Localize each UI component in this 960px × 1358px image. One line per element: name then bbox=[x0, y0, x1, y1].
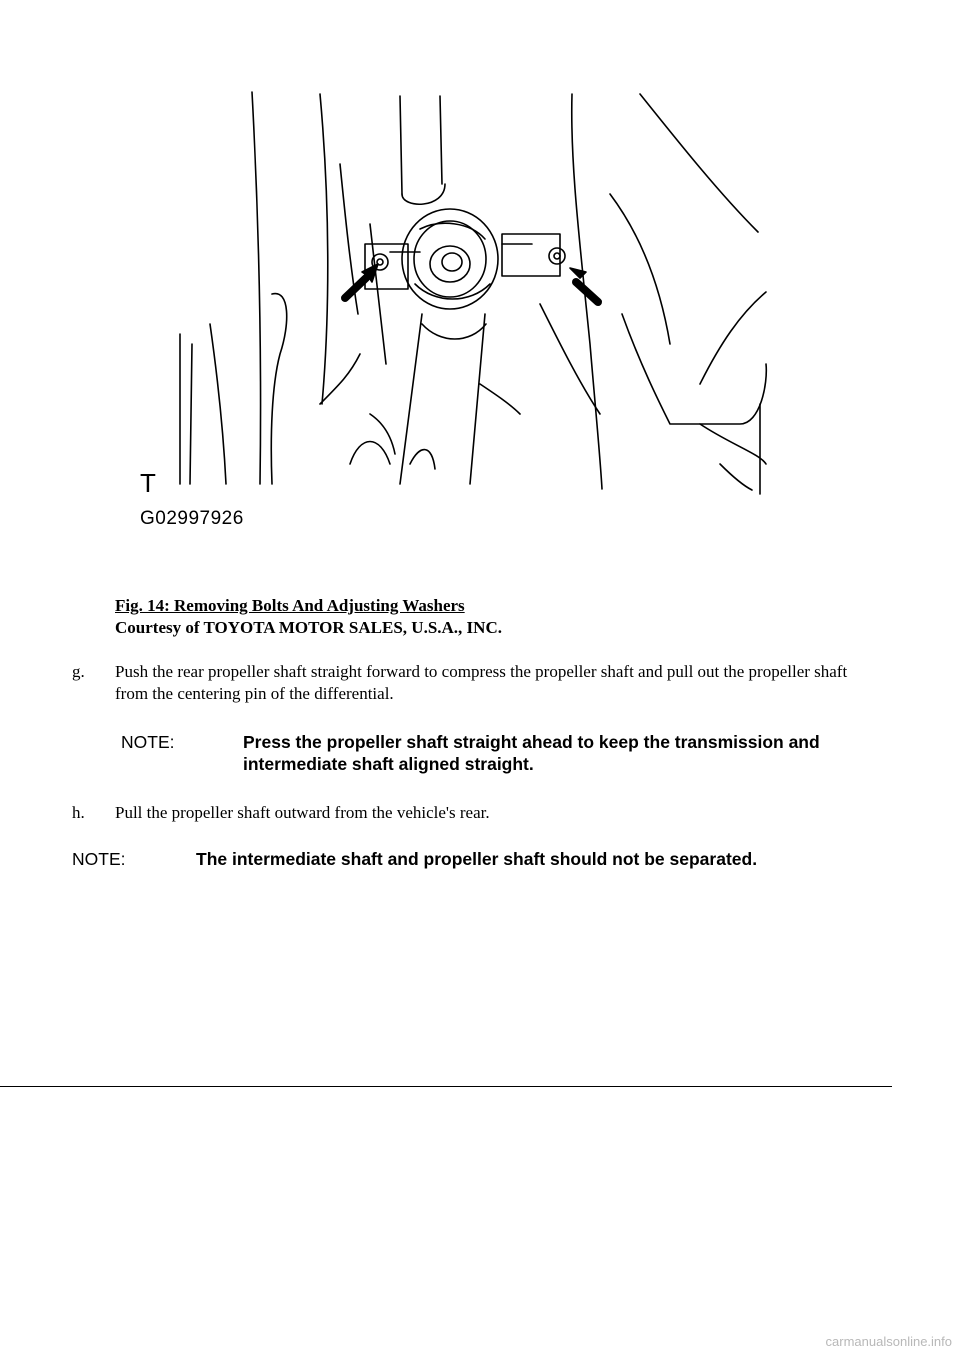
caption-title: Fig. 14: Removing Bolts And Adjusting Washers bbox=[115, 596, 465, 615]
caption-courtesy: Courtesy of TOYOTA MOTOR SALES, U.S.A., INC. bbox=[115, 618, 502, 637]
figure-reference-letter: T bbox=[140, 468, 156, 498]
figure-code: G02997926 bbox=[140, 508, 244, 529]
figure bbox=[140, 84, 800, 544]
note-label: NOTE: bbox=[72, 849, 126, 869]
note-step-h bbox=[72, 848, 852, 874]
propeller-shaft-illustration bbox=[140, 84, 800, 504]
figure-caption bbox=[115, 595, 502, 639]
page-divider bbox=[0, 1086, 892, 1087]
note-text: Press the propeller shaft straight ahead to keep the transmission and intermediate shaft aligned straight. bbox=[243, 732, 820, 774]
step-marker: g. bbox=[72, 662, 85, 681]
step-marker: h. bbox=[72, 803, 85, 822]
note-text: The intermediate shaft and propeller shaft should not be separated. bbox=[196, 849, 758, 869]
step-text: Push the rear propeller shaft straight forward to compress the propeller shaft and pull out the propeller shaft from the centering pin of the differential. bbox=[115, 662, 848, 703]
watermark: carmanualsonline.info bbox=[825, 1334, 952, 1349]
step-text: Pull the propeller shaft outward from the vehicle's rear. bbox=[115, 803, 490, 822]
note-label: NOTE: bbox=[121, 732, 175, 752]
note-step-g bbox=[121, 731, 901, 781]
